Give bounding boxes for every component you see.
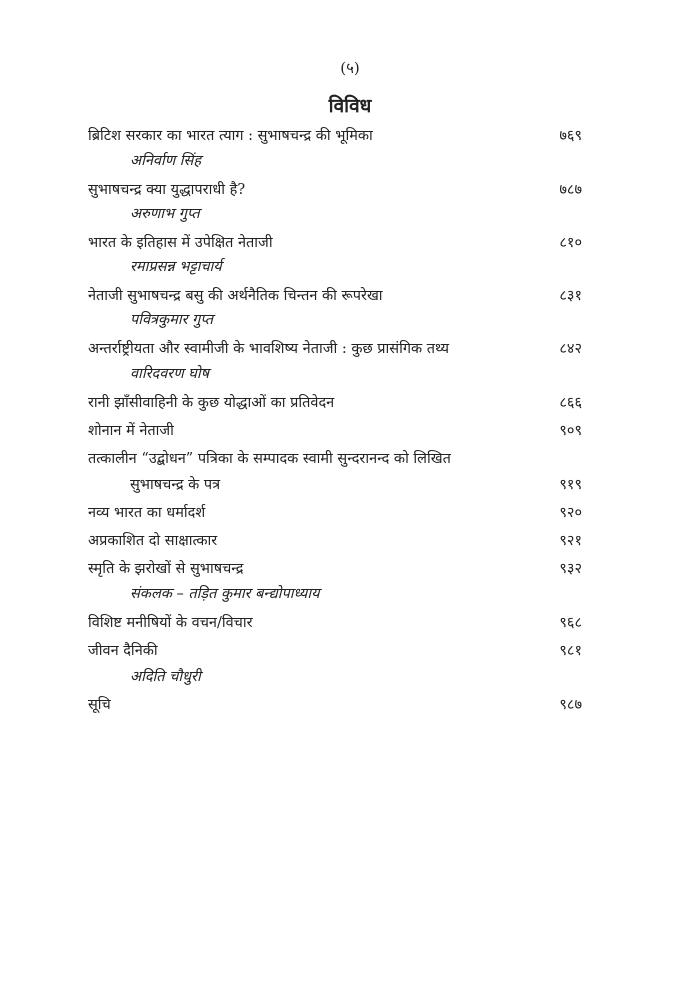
toc-entry-page: ९३२ bbox=[559, 561, 582, 577]
toc-entry-author: वारिदवरण घोष bbox=[130, 366, 209, 382]
toc-entry-page: ८३१ bbox=[559, 288, 582, 304]
toc-entry-title: जीवन दैनिकी bbox=[88, 643, 158, 659]
toc-entry-author: पवित्रकुमार गुप्त bbox=[130, 312, 214, 328]
toc-entry-author: रमाप्रसन्न भट्टाचार्य bbox=[130, 259, 222, 275]
page-number: (५) bbox=[340, 59, 360, 77]
toc-entry-page: ८४२ bbox=[559, 341, 582, 357]
toc-entry-title: सूचि bbox=[88, 697, 111, 713]
toc-entry-title: सुभाषचन्द्र क्या युद्धापराधी है? bbox=[88, 182, 246, 198]
toc-entry-author: अदिति चौधुरी bbox=[130, 669, 201, 685]
toc-entry-title: स्मृति के झरोखों से सुभाषचन्द्र bbox=[88, 561, 244, 577]
toc-entry-title: अन्तर्राष्ट्रीयता और स्वामीजी के भावशिष्य नेताजी : कुछ प्रासंगिक तथ्य bbox=[88, 341, 450, 357]
section-title: विविध bbox=[328, 95, 372, 117]
toc-entry-page: ९८७ bbox=[559, 697, 582, 713]
toc-entry-title: अप्रकाशित दो साक्षात्कार bbox=[88, 533, 218, 549]
toc-entry-title: रानी झाँसीवाहिनी के कुछ योद्धाओं का प्रतिवेदन bbox=[88, 395, 335, 411]
toc-entry-page: ७६९ bbox=[559, 128, 582, 144]
toc-entry-title: ब्रिटिश सरकार का भारत त्याग : सुभाषचन्द्र की भूमिका bbox=[88, 128, 373, 144]
toc-entry-title: तत्कालीन “उद्बोधन” पत्रिका के सम्पादक स्वामी सुन्दरानन्द को लिखित bbox=[88, 451, 451, 467]
toc-entry-page: ९१९ bbox=[559, 477, 582, 493]
toc-entry-title: नेताजी सुभाषचन्द्र बसु की अर्थनैतिक चिन्तन की रूपरेखा bbox=[88, 288, 383, 304]
toc-entry-title: भारत के इतिहास में उपेक्षित नेताजी bbox=[88, 235, 273, 251]
toc-entry-page: ९०९ bbox=[559, 423, 582, 439]
toc-entry-page: ७८७ bbox=[559, 182, 582, 198]
toc-entry-author: संकलक – तड़ित कुमार बन्द्योपाध्याय bbox=[130, 586, 320, 602]
toc-entry-page: ९६८ bbox=[559, 615, 582, 631]
toc-entry-page: ८१० bbox=[559, 235, 582, 251]
toc-entry-title: विशिष्ट मनीषियों के वचन/विचार bbox=[88, 615, 253, 631]
toc-entry-page: ९२० bbox=[559, 505, 582, 521]
toc-entry-author: अनिर्वाण सिंह bbox=[130, 153, 202, 169]
toc-entry-title: शोनान में नेताजी bbox=[88, 423, 174, 439]
toc-entry-title-continued: सुभाषचन्द्र के पत्र bbox=[130, 477, 221, 493]
toc-entry-page: ९२१ bbox=[559, 533, 582, 549]
toc-entry-title: नव्य भारत का धर्मादर्श bbox=[88, 505, 206, 521]
toc-entry-page: ८६६ bbox=[559, 395, 582, 411]
toc-entry-author: अरुणाभ गुप्त bbox=[130, 206, 200, 222]
toc-entry-page: ९८१ bbox=[559, 643, 582, 659]
